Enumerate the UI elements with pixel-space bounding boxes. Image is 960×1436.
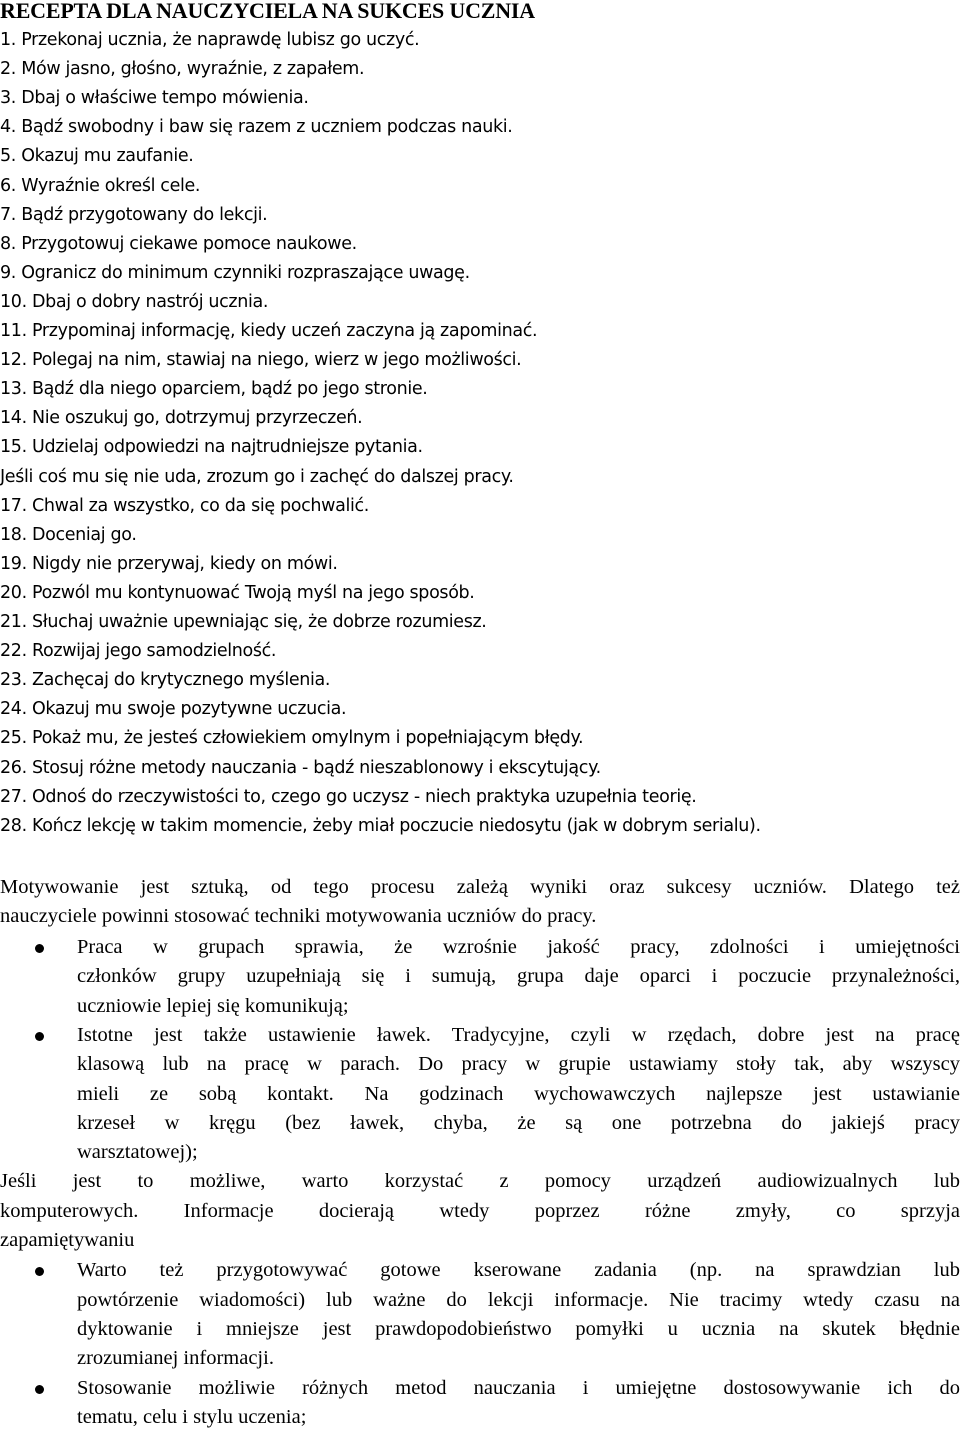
recipe-item: 23. Zachęcaj do krytycznego myślenia. — [0, 670, 331, 691]
bullet-text-line: uczniowie lepiej się komunikują; — [77, 994, 349, 1017]
bullet-text-line: zrozumianej informacji. — [77, 1347, 274, 1370]
intro-line-1: Motywowanie jest sztuką, od tego procesu zależą wyniki oraz sukcesy uczniów. Dlatego też — [0, 876, 960, 898]
recipe-item: 19. Nigdy nie przerywaj, kiedy on mówi. — [0, 553, 338, 574]
recipe-item: 8. Przygotowuj ciekawe pomoce naukowe. — [0, 233, 357, 254]
bullet-text-line: warsztatowej); — [77, 1141, 198, 1164]
bullet-text-line: powtórzenie wiadomości) lub ważne do lekcji informacje. Nie tracimy wtedy czasu na — [77, 1288, 960, 1311]
recipe-item: 7. Bądź przygotowany do lekcji. — [0, 204, 268, 225]
bullet-icon — [35, 1032, 44, 1041]
recipe-item: 28. Kończ lekcję w takim momencie, żeby miał poczucie niedosytu (jak w dobrym serialu). — [0, 815, 761, 836]
recipe-item: 12. Polegaj na nim, stawiaj na niego, wierz w jego możliwości. — [0, 350, 522, 371]
bullet-text-line: krzeseł w kręgu (bez ławek, chyba, że są one potrzebna do jakiejś pracy — [77, 1111, 960, 1134]
recipe-item: 15. Udzielaj odpowiedzi na najtrudniejsze pytania. — [0, 437, 423, 458]
paragraph-line: zapamiętywaniu — [0, 1229, 135, 1251]
recipe-item: 14. Nie oszukuj go, dotrzymuj przyrzeczeń. — [0, 408, 363, 429]
bullet-text-line: klasową lub na pracę w parach. Do pracy w grupie ustawiamy stoły tak, aby wszyscy — [77, 1053, 960, 1076]
recipe-item: 6. Wyraźnie określ cele. — [0, 175, 201, 196]
recipe-item: 26. Stosuj różne metody nauczania - bądź nieszablonowy i ekscytujący. — [0, 757, 601, 778]
intro-line-2: nauczyciele powinni stosować techniki motywowania uczniów do pracy. — [0, 905, 597, 927]
recipe-item: 3. Dbaj o właściwe tempo mówienia. — [0, 88, 309, 109]
bullet-icon — [35, 944, 44, 953]
recipe-item: 18. Doceniaj go. — [0, 524, 137, 545]
recipe-item: 17. Chwal za wszystko, co da się pochwalić. — [0, 495, 369, 516]
recipe-item: 24. Okazuj mu swoje pozytywne uczucia. — [0, 699, 347, 720]
bullet-text-line: członków grupy uzupełniają się i sumują, grupa daje oparci i poczucie przynależności, — [77, 965, 960, 988]
recipe-item: 27. Odnoś do rzeczywistości to, czego go uczysz - niech praktyka uzupełnia teorię. — [0, 786, 697, 807]
bullet-icon — [35, 1385, 44, 1394]
bullet-text-line: Stosowanie możliwie różnych metod nauczania i umiejętne dostosowywanie ich do — [77, 1376, 960, 1399]
bullet-text-line: tematu, celu i stylu uczenia; — [77, 1405, 307, 1428]
bullet-text-line: Praca w grupach sprawia, że wzrośnie jakość pracy, zdolności i umiejętności — [77, 936, 960, 958]
recipe-item: Jeśli coś mu się nie uda, zrozum go i zachęć do dalszej pracy. — [0, 466, 514, 487]
recipe-item: 25. Pokaż mu, że jesteś człowiekiem omylnym i popełniającym błędy. — [0, 728, 584, 749]
recipe-item: 2. Mów jasno, głośno, wyraźnie, z zapałem. — [0, 59, 365, 80]
bullet-text-line: Istotne jest także ustawienie ławek. Tradycyjne, czyli w rzędach, dobre jest na pracę — [77, 1023, 960, 1046]
recipe-item: 5. Okazuj mu zaufanie. — [0, 146, 194, 167]
recipe-item: 20. Pozwól mu kontynuować Twoją myśl na jego sposób. — [0, 582, 475, 603]
bullet-icon — [35, 1267, 44, 1276]
document-title: RECEPTA DLA NAUCZYCIELA NA SUKCES UCZNIA — [0, 0, 535, 23]
recipe-item: 13. Bądź dla niego oparciem, bądź po jego stronie. — [0, 379, 428, 400]
recipe-item: 10. Dbaj o dobry nastrój ucznia. — [0, 291, 269, 312]
bullet-text-line: dyktowanie i mniejsze jest prawdopodobieństwo pomyłki u ucznia na skutek błędnie — [77, 1317, 960, 1340]
recipe-item: 9. Ogranicz do minimum czynniki rozpraszające uwagę. — [0, 262, 470, 283]
recipe-item: 4. Bądź swobodny i baw się razem z uczniem podczas nauki. — [0, 117, 513, 138]
recipe-item: 11. Przypominaj informację, kiedy uczeń zaczyna ją zapominać. — [0, 321, 538, 341]
bullet-text-line: mieli ze sobą kontakt. Na godzinach wychowawczych najlepsze jest ustawianie — [77, 1082, 960, 1105]
bullet-text-line: Warto też przygotowywać gotowe kserowane zadania (np. na sprawdzian lub — [77, 1259, 960, 1282]
paragraph-line: Jeśli jest to możliwe, warto korzystać z pomocy urządzeń audiowizualnych lub — [0, 1170, 960, 1193]
recipe-item: 1. Przekonaj ucznia, że naprawdę lubisz go uczyć. — [0, 30, 420, 50]
paragraph-line: komputerowych. Informacje docierają wtedy poprzez różne zmyły, co sprzyja — [0, 1199, 960, 1222]
recipe-item: 21. Słuchaj uważnie upewniając się, że dobrze rozumiesz. — [0, 612, 487, 632]
recipe-item: 22. Rozwijaj jego samodzielność. — [0, 641, 277, 662]
